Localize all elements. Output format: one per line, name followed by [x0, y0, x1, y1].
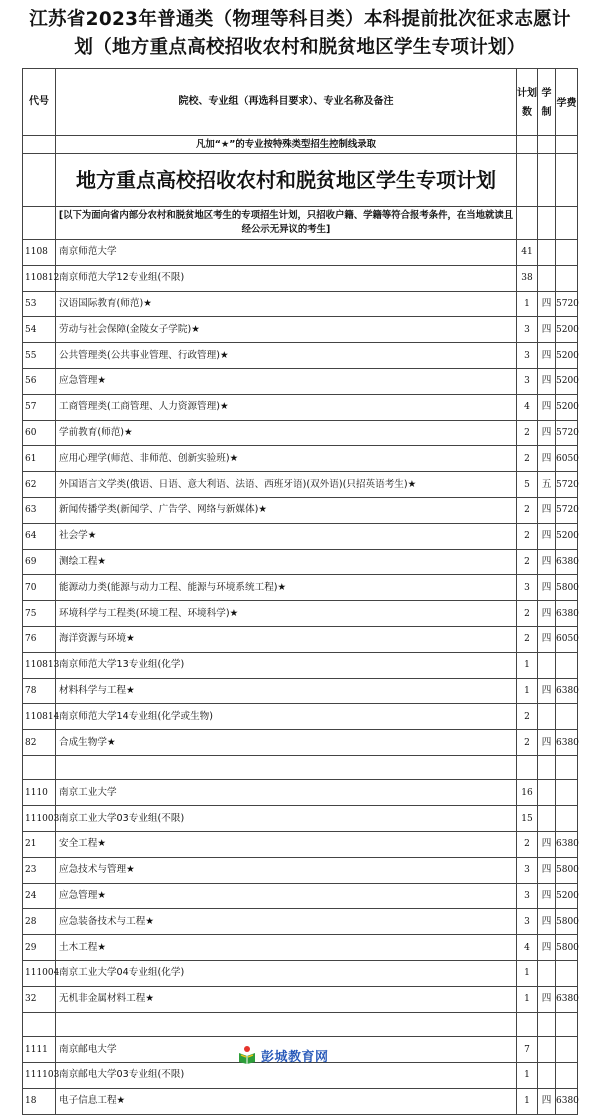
row-code: 110814 — [23, 704, 56, 730]
row-code: 24 — [23, 883, 56, 909]
table-row — [23, 832, 578, 858]
table-row — [23, 1062, 578, 1088]
row-fee — [556, 265, 578, 291]
header-plan: 计划数 — [517, 69, 538, 136]
row-fee — [556, 652, 578, 678]
row-name: 应急管理★ — [56, 883, 517, 909]
row-name: 公共管理类(公共事业管理、行政管理)★ — [56, 343, 517, 369]
table-row — [23, 549, 578, 575]
row-years: 四 — [538, 446, 556, 472]
row-plan: 1 — [517, 291, 538, 317]
row-code — [23, 1012, 56, 1037]
row-plan: 5 — [517, 472, 538, 498]
table-row — [23, 935, 578, 961]
row-code: 57 — [23, 394, 56, 420]
row-name — [56, 1012, 517, 1037]
row-years — [538, 265, 556, 291]
star-note: 凡加“★”的专业按特殊类型招生控制线录取 — [56, 136, 517, 154]
row-code: 29 — [23, 935, 56, 961]
row-name: 外国语言文学类(俄语、日语、意大利语、法语、西班牙语)(双外语)(只招英语考生)★ — [56, 472, 517, 498]
row-name: 环境科学与工程类(环境工程、环境科学)★ — [56, 601, 517, 627]
table-row — [23, 730, 578, 756]
row-fee — [556, 1037, 578, 1063]
row-name: 安全工程★ — [56, 832, 517, 858]
section-note: [以下为面向省内部分农村和脱贫地区考生的专项招生计划，只招收户籍、学籍等符合报考条件，在当地就读且经公示无异议的考生] — [56, 207, 517, 240]
row-code: 62 — [23, 472, 56, 498]
row-years — [538, 652, 556, 678]
row-years: 四 — [538, 832, 556, 858]
table-row — [23, 317, 578, 343]
row-plan: 2 — [517, 626, 538, 652]
row-code: 110813 — [23, 652, 56, 678]
row-name: 测绘工程★ — [56, 549, 517, 575]
row-fee — [556, 1062, 578, 1088]
row-name: 无机非金属材料工程★ — [56, 986, 517, 1012]
row-years: 四 — [538, 420, 556, 446]
table-row — [23, 575, 578, 601]
table-row — [23, 704, 578, 730]
row-years — [538, 240, 556, 266]
row-years: 四 — [538, 394, 556, 420]
row-name: 应急管理★ — [56, 368, 517, 394]
spacer-row — [23, 755, 578, 780]
row-name: 学前教育(师范)★ — [56, 420, 517, 446]
row-years: 四 — [538, 626, 556, 652]
table-row — [23, 472, 578, 498]
row-name — [56, 755, 517, 780]
table-row — [23, 909, 578, 935]
row-code: 110812 — [23, 265, 56, 291]
row-fee: 5200 — [556, 317, 578, 343]
plan-table — [22, 68, 578, 1115]
row-code: 53 — [23, 291, 56, 317]
section-title: 地方重点高校招收农村和脱贫地区学生专项计划 — [56, 154, 517, 207]
table-row — [23, 678, 578, 704]
row-name: 南京工业大学03专业组(不限) — [56, 806, 517, 832]
watermark-text: 彭城教育网 — [261, 1049, 329, 1065]
row-fee — [556, 240, 578, 266]
row-code — [23, 755, 56, 780]
row-plan — [517, 755, 538, 780]
row-code: 1108 — [23, 240, 56, 266]
row-years — [538, 755, 556, 780]
row-fee: 5200 — [556, 394, 578, 420]
table-row — [23, 497, 578, 523]
row-fee: 5800 — [556, 909, 578, 935]
row-years — [538, 1012, 556, 1037]
row-name: 新闻传播学类(新闻学、广告学、网络与新媒体)★ — [56, 497, 517, 523]
row-plan: 16 — [517, 780, 538, 806]
document-title — [0, 6, 600, 62]
row-name: 海洋资源与环境★ — [56, 626, 517, 652]
row-fee — [556, 755, 578, 780]
row-plan: 7 — [517, 1037, 538, 1063]
row-years: 五 — [538, 472, 556, 498]
row-plan: 3 — [517, 883, 538, 909]
watermark — [237, 1045, 329, 1065]
book-icon — [237, 1045, 257, 1065]
row-name: 材料科学与工程★ — [56, 678, 517, 704]
row-name: 汉语国际教育(师范)★ — [56, 291, 517, 317]
row-plan: 4 — [517, 935, 538, 961]
row-name: 南京师范大学13专业组(化学) — [56, 652, 517, 678]
row-name: 劳动与社会保障(金陵女子学院)★ — [56, 317, 517, 343]
table-row — [23, 446, 578, 472]
row-plan: 38 — [517, 265, 538, 291]
row-years — [538, 961, 556, 987]
row-plan: 2 — [517, 832, 538, 858]
row-plan: 3 — [517, 575, 538, 601]
row-name: 南京邮电大学 — [56, 1037, 517, 1063]
row-plan: 2 — [517, 730, 538, 756]
row-fee: 5200 — [556, 343, 578, 369]
row-fee: 6380 — [556, 549, 578, 575]
row-plan: 1 — [517, 1062, 538, 1088]
header-desc: 院校、专业组（再选科目要求）、专业名称及备注 — [56, 69, 517, 136]
row-years: 四 — [538, 601, 556, 627]
table-row — [23, 368, 578, 394]
row-years: 四 — [538, 935, 556, 961]
table-row — [23, 523, 578, 549]
table-row — [23, 343, 578, 369]
row-years: 四 — [538, 523, 556, 549]
row-name: 南京工业大学04专业组(化学) — [56, 961, 517, 987]
row-code: 60 — [23, 420, 56, 446]
row-years: 四 — [538, 1088, 556, 1114]
row-fee: 5200 — [556, 883, 578, 909]
note-row — [23, 136, 578, 154]
row-name: 南京师范大学12专业组(不限) — [56, 265, 517, 291]
row-code: 75 — [23, 601, 56, 627]
row-code: 21 — [23, 832, 56, 858]
row-code: 23 — [23, 857, 56, 883]
row-fee: 6050 — [556, 446, 578, 472]
row-plan: 4 — [517, 394, 538, 420]
row-code: 1111 — [23, 1037, 56, 1063]
row-code: 70 — [23, 575, 56, 601]
table-row — [23, 265, 578, 291]
table-row — [23, 420, 578, 446]
row-years: 四 — [538, 317, 556, 343]
row-years — [538, 780, 556, 806]
row-fee: 5720 — [556, 497, 578, 523]
row-years — [538, 704, 556, 730]
row-years: 四 — [538, 678, 556, 704]
row-plan: 3 — [517, 368, 538, 394]
row-name: 土木工程★ — [56, 935, 517, 961]
row-plan: 3 — [517, 317, 538, 343]
table-row — [23, 806, 578, 832]
table-row — [23, 652, 578, 678]
title-line-1: 江苏省2023年普通类（物理等科目类）本科提前批次征求志愿计 — [29, 9, 571, 30]
row-code: 32 — [23, 986, 56, 1012]
spacer-row — [23, 1012, 578, 1037]
row-years: 四 — [538, 291, 556, 317]
row-fee — [556, 961, 578, 987]
table-row — [23, 601, 578, 627]
row-fee — [556, 780, 578, 806]
row-fee: 5800 — [556, 935, 578, 961]
row-years — [538, 806, 556, 832]
row-fee: 5800 — [556, 857, 578, 883]
table-row — [23, 291, 578, 317]
row-code: 111103 — [23, 1062, 56, 1088]
row-name: 合成生物学★ — [56, 730, 517, 756]
row-name: 应用心理学(师范、非师范、创新实验班)★ — [56, 446, 517, 472]
row-years: 四 — [538, 575, 556, 601]
row-years: 四 — [538, 883, 556, 909]
row-fee — [556, 806, 578, 832]
row-fee: 6050 — [556, 626, 578, 652]
section-title-row — [23, 154, 578, 207]
row-code: 111003 — [23, 806, 56, 832]
row-fee: 6380 — [556, 601, 578, 627]
table-row — [23, 986, 578, 1012]
row-years: 四 — [538, 549, 556, 575]
row-plan: 1 — [517, 678, 538, 704]
table-row — [23, 1088, 578, 1114]
header-fee: 学费 — [556, 69, 578, 136]
header-years: 学制 — [538, 69, 556, 136]
table-header — [23, 69, 578, 136]
row-code: 82 — [23, 730, 56, 756]
row-name: 应急装备技术与工程★ — [56, 909, 517, 935]
row-plan: 2 — [517, 446, 538, 472]
table-row — [23, 626, 578, 652]
row-fee: 5200 — [556, 368, 578, 394]
row-name: 电子信息工程★ — [56, 1088, 517, 1114]
row-code: 76 — [23, 626, 56, 652]
row-fee: 5720 — [556, 291, 578, 317]
row-plan: 1 — [517, 961, 538, 987]
row-plan: 1 — [517, 652, 538, 678]
table-row — [23, 857, 578, 883]
row-fee: 6380 — [556, 832, 578, 858]
row-years: 四 — [538, 730, 556, 756]
row-name: 应急技术与管理★ — [56, 857, 517, 883]
section-note-row — [23, 207, 578, 240]
row-years: 四 — [538, 986, 556, 1012]
row-name: 南京工业大学 — [56, 780, 517, 806]
row-plan: 3 — [517, 343, 538, 369]
table-row — [23, 883, 578, 909]
row-fee: 5720 — [556, 420, 578, 446]
row-fee: 6380 — [556, 678, 578, 704]
row-fee: 5200 — [556, 523, 578, 549]
row-name: 能源动力类(能源与动力工程、能源与环境系统工程)★ — [56, 575, 517, 601]
row-fee: 5720 — [556, 472, 578, 498]
table-row — [23, 961, 578, 987]
row-years: 四 — [538, 343, 556, 369]
table-row — [23, 240, 578, 266]
row-fee: 6380 — [556, 730, 578, 756]
table-row — [23, 394, 578, 420]
row-name: 南京邮电大学03专业组(不限) — [56, 1062, 517, 1088]
row-plan: 1 — [517, 1088, 538, 1114]
row-plan: 2 — [517, 497, 538, 523]
row-plan: 2 — [517, 601, 538, 627]
row-code: 63 — [23, 497, 56, 523]
row-fee — [556, 704, 578, 730]
row-plan: 2 — [517, 420, 538, 446]
row-code: 55 — [23, 343, 56, 369]
row-plan — [517, 1012, 538, 1037]
row-code: 61 — [23, 446, 56, 472]
row-plan: 41 — [517, 240, 538, 266]
row-plan: 2 — [517, 523, 538, 549]
row-code: 54 — [23, 317, 56, 343]
row-name: 南京师范大学14专业组(化学或生物) — [56, 704, 517, 730]
row-code: 69 — [23, 549, 56, 575]
row-fee — [556, 1012, 578, 1037]
row-fee: 6380 — [556, 1088, 578, 1114]
row-plan: 1 — [517, 986, 538, 1012]
row-code: 111004 — [23, 961, 56, 987]
row-code: 28 — [23, 909, 56, 935]
row-plan: 3 — [517, 857, 538, 883]
row-name: 南京师范大学 — [56, 240, 517, 266]
row-years: 四 — [538, 857, 556, 883]
row-code: 78 — [23, 678, 56, 704]
header-code: 代号 — [23, 69, 56, 136]
row-code: 64 — [23, 523, 56, 549]
row-code: 18 — [23, 1088, 56, 1114]
table-row — [23, 780, 578, 806]
row-code: 56 — [23, 368, 56, 394]
row-name: 社会学★ — [56, 523, 517, 549]
row-fee: 6380 — [556, 986, 578, 1012]
row-name: 工商管理类(工商管理、人力资源管理)★ — [56, 394, 517, 420]
row-plan: 3 — [517, 909, 538, 935]
title-line-2: 划（地方重点高校招收农村和脱贫地区学生专项计划） — [74, 37, 526, 58]
row-plan: 15 — [517, 806, 538, 832]
row-years: 四 — [538, 368, 556, 394]
row-years: 四 — [538, 909, 556, 935]
row-plan: 2 — [517, 704, 538, 730]
row-years: 四 — [538, 497, 556, 523]
row-plan: 2 — [517, 549, 538, 575]
row-fee: 5800 — [556, 575, 578, 601]
row-years — [538, 1062, 556, 1088]
row-code: 1110 — [23, 780, 56, 806]
row-years — [538, 1037, 556, 1063]
